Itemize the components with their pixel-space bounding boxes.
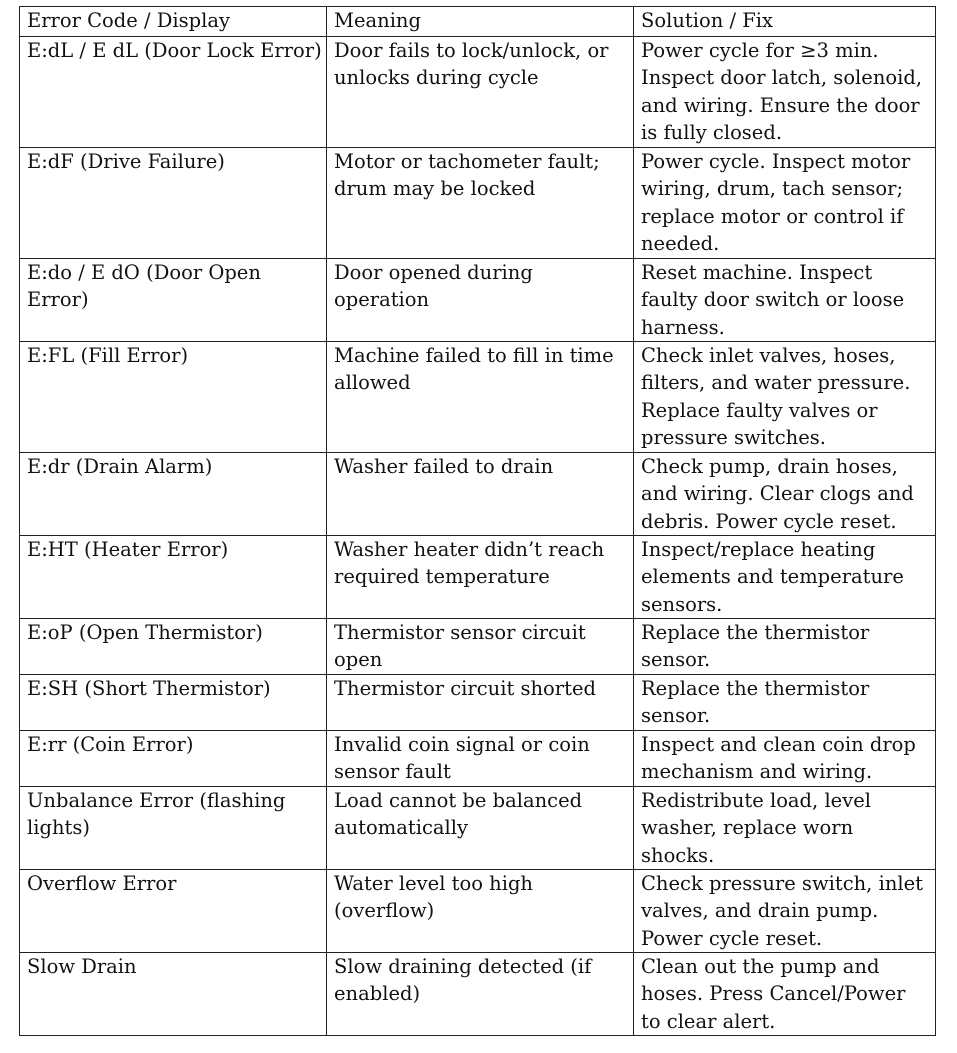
cell-error-code: E:SH (Short Thermistor) bbox=[20, 675, 327, 731]
cell-error-code: Unbalance Error (flashing lights) bbox=[20, 787, 327, 870]
cell-error-code: E:dr (Drain Alarm) bbox=[20, 453, 327, 536]
cell-error-code: Slow Drain bbox=[20, 953, 327, 1036]
header-meaning: Meaning bbox=[327, 7, 634, 37]
table-row bbox=[20, 536, 936, 619]
cell-solution: Power cycle for ≥3 min. Inspect door latch, solenoid, and wiring. Ensure the door is fully closed. bbox=[634, 37, 936, 148]
cell-meaning: Machine failed to fill in time allowed bbox=[327, 342, 634, 453]
cell-solution: Redistribute load, level washer, replace worn shocks. bbox=[634, 787, 936, 870]
cell-error-code: E:dF (Drive Failure) bbox=[20, 148, 327, 259]
cell-solution: Check pump, drain hoses, and wiring. Clear clogs and debris. Power cycle reset. bbox=[634, 453, 936, 536]
cell-meaning: Motor or tachometer fault; drum may be locked bbox=[327, 148, 634, 259]
cell-meaning: Load cannot be balanced automatically bbox=[327, 787, 634, 870]
table-header-row bbox=[20, 7, 936, 37]
cell-meaning: Thermistor sensor circuit open bbox=[327, 619, 634, 675]
cell-solution: Inspect and clean coin drop mechanism and wiring. bbox=[634, 731, 936, 787]
table-row bbox=[20, 259, 936, 342]
cell-solution: Reset machine. Inspect faulty door switch or loose harness. bbox=[634, 259, 936, 342]
cell-meaning: Thermistor circuit shorted bbox=[327, 675, 634, 731]
table-row bbox=[20, 619, 936, 675]
cell-solution: Inspect/replace heating elements and temperature sensors. bbox=[634, 536, 936, 619]
table-row bbox=[20, 870, 936, 953]
table-row bbox=[20, 342, 936, 453]
table-row bbox=[20, 37, 936, 148]
cell-solution: Check pressure switch, inlet valves, and drain pump. Power cycle reset. bbox=[634, 870, 936, 953]
cell-meaning: Door opened during operation bbox=[327, 259, 634, 342]
cell-solution: Power cycle. Inspect motor wiring, drum, tach sensor; replace motor or control if needed. bbox=[634, 148, 936, 259]
cell-meaning: Slow draining detected (if enabled) bbox=[327, 953, 634, 1036]
header-solution: Solution / Fix bbox=[634, 7, 936, 37]
cell-meaning: Door fails to lock/unlock, or unlocks during cycle bbox=[327, 37, 634, 148]
table-row bbox=[20, 787, 936, 870]
table-row bbox=[20, 953, 936, 1036]
table-row bbox=[20, 148, 936, 259]
cell-error-code: E:HT (Heater Error) bbox=[20, 536, 327, 619]
cell-solution: Replace the thermistor sensor. bbox=[634, 675, 936, 731]
cell-error-code: E:FL (Fill Error) bbox=[20, 342, 327, 453]
cell-solution: Replace the thermistor sensor. bbox=[634, 619, 936, 675]
cell-meaning: Washer failed to drain bbox=[327, 453, 634, 536]
cell-error-code: E:rr (Coin Error) bbox=[20, 731, 327, 787]
error-code-table bbox=[19, 6, 936, 1036]
table-row bbox=[20, 731, 936, 787]
cell-error-code: E:dL / E dL (Door Lock Error) bbox=[20, 37, 327, 148]
cell-solution: Check inlet valves, hoses, filters, and water pressure. Replace faulty valves or pressure switches. bbox=[634, 342, 936, 453]
header-error-code: Error Code / Display bbox=[20, 7, 327, 37]
cell-meaning: Water level too high (overflow) bbox=[327, 870, 634, 953]
table-row bbox=[20, 675, 936, 731]
table-row bbox=[20, 453, 936, 536]
cell-error-code: Overflow Error bbox=[20, 870, 327, 953]
cell-error-code: E:oP (Open Thermistor) bbox=[20, 619, 327, 675]
cell-meaning: Washer heater didn’t reach required temperature bbox=[327, 536, 634, 619]
cell-error-code: E:do / E dO (Door Open Error) bbox=[20, 259, 327, 342]
cell-solution: Clean out the pump and hoses. Press Cancel/Power to clear alert. bbox=[634, 953, 936, 1036]
cell-meaning: Invalid coin signal or coin sensor fault bbox=[327, 731, 634, 787]
